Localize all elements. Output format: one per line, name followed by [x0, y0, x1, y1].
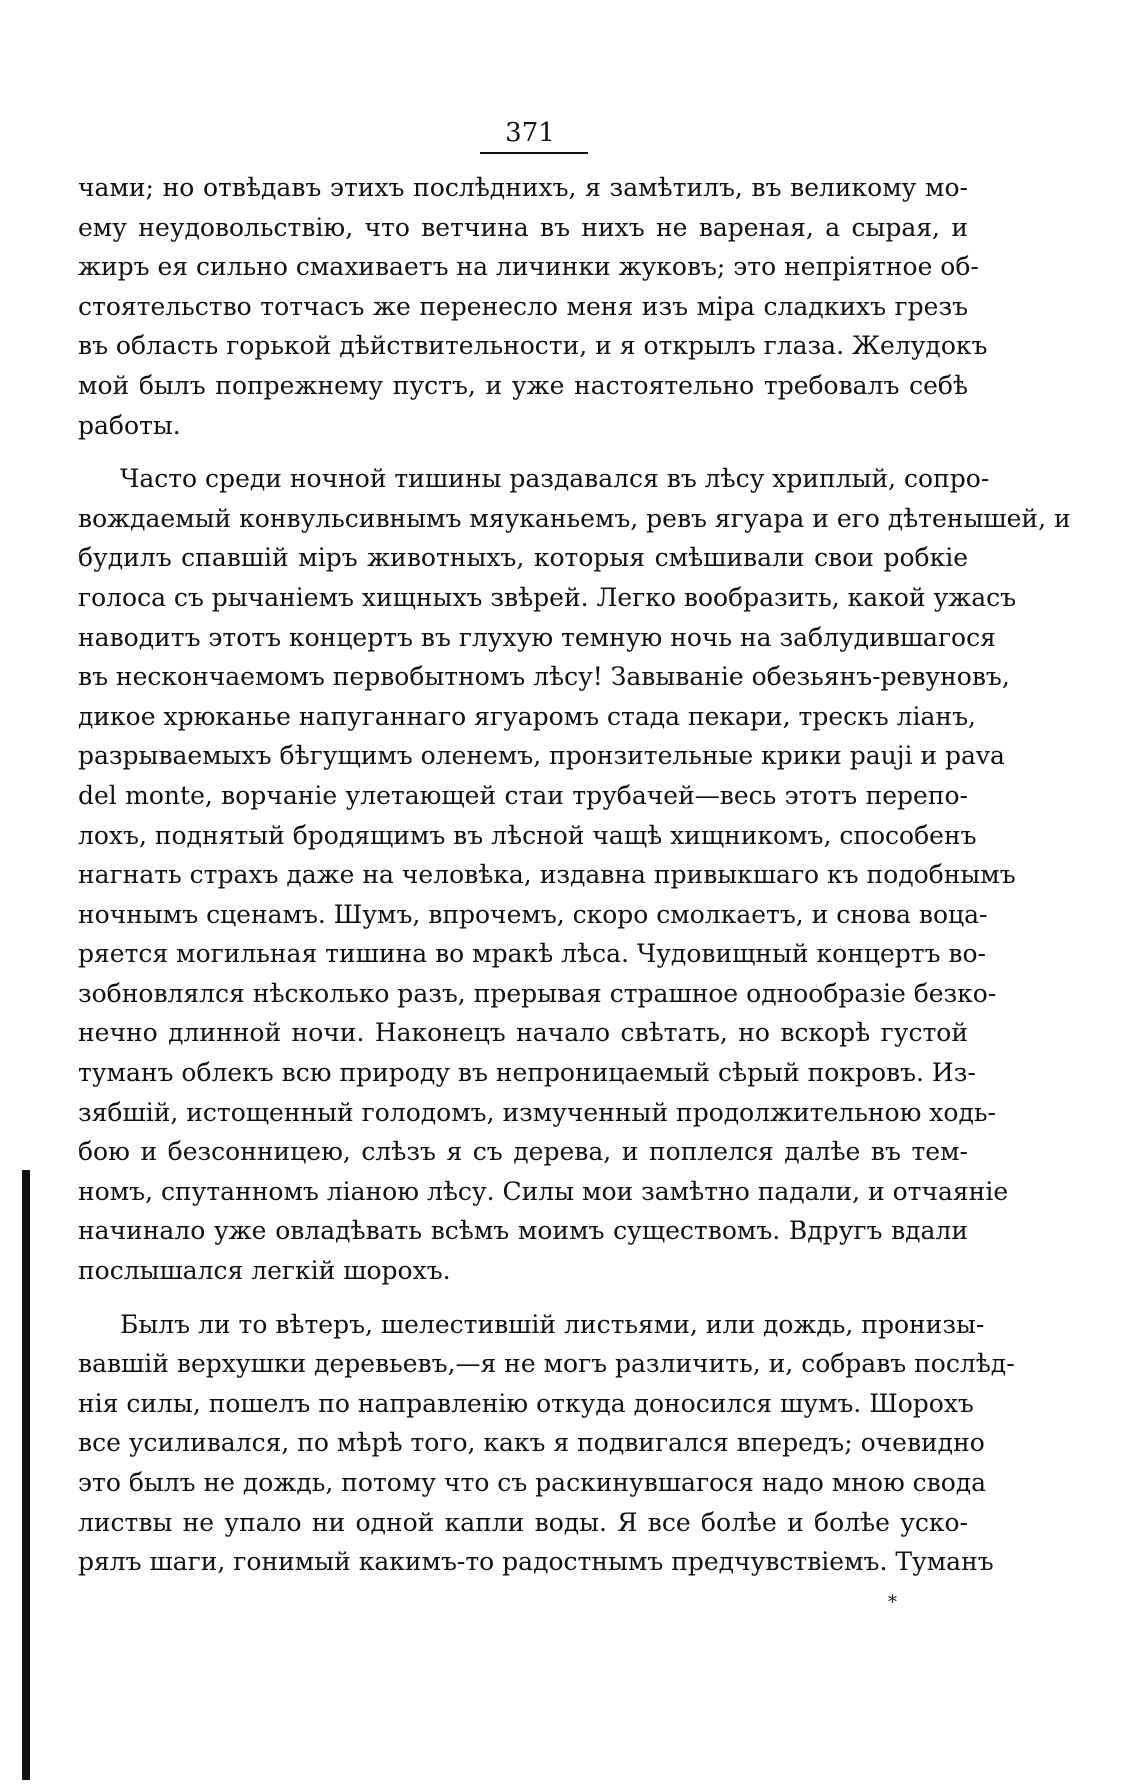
- text-line: зобновлялся нѣсколько разъ, прерывая страшное однообразіе безко-: [78, 978, 997, 1008]
- text-line: мой былъ попрежнему пустъ, и уже настоятельно требовалъ себѣ: [78, 370, 968, 400]
- text-line: нагнать страхъ даже на человѣка, издавна привыкшаго къ подобнымъ: [78, 860, 1016, 890]
- text-line: ночнымъ сценамъ. Шумъ, впрочемъ, скоро смолкаетъ, и снова воца-: [78, 899, 988, 929]
- paragraph-gap: [78, 445, 968, 459]
- text-line: листвы не упало ни одной капли воды. Я все болѣе и болѣе уско-: [78, 1507, 968, 1537]
- body-text: [78, 168, 1071, 1582]
- text-line: жиръ ея сильно смахиваетъ на личинки жуковъ; это непріятное об-: [78, 252, 979, 282]
- text-line: ряется могильная тишина во мракѣ лѣса. Чудовищный концертъ во-: [78, 939, 986, 969]
- page-number-rule: [480, 152, 588, 154]
- text-line: номъ, спутанномъ ліаною лѣсу. Силы мои замѣтно падали, и отчаяніе: [78, 1176, 1009, 1206]
- text-line: работы.: [78, 410, 181, 440]
- text-line: нечно длинной ночи. Наконецъ начало свѣтать, но вскорѣ густой: [78, 1018, 968, 1048]
- page-number: 371: [505, 118, 555, 148]
- text-line: наводитъ этотъ концертъ въ глухую темную ночь на заблудившагося: [78, 622, 996, 652]
- text-line: вождаемый конвульсивнымъ мяуканьемъ, ревъ ягуара и его дѣтенышей, и: [78, 503, 1071, 533]
- text-line: туманъ облекъ всю природу въ непроницаемый сѣрый покровъ. Из-: [78, 1058, 976, 1088]
- text-line: стоятельство тотчасъ же перенесло меня изъ міра сладкихъ грезъ: [78, 291, 968, 321]
- text-line: del monte, ворчаніе улетающей стаи трубачей—весь этотъ перепо-: [78, 780, 968, 810]
- text-line: нія силы, пошелъ по направленію откуда доносился шумъ. Шорохъ: [78, 1388, 974, 1418]
- text-line: въ область горькой дѣйствительности, и я открылъ глаза. Желудокъ: [78, 331, 988, 361]
- text-line: ему неудовольствію, что ветчина въ нихъ не вареная, а сырая, и: [78, 212, 968, 242]
- text-line: дикое хрюканье напуганнаго ягуаромъ стада пекари, трескъ ліанъ,: [78, 701, 976, 731]
- text-line: лохъ, поднятый бродящимъ въ лѣсной чащѣ хищникомъ, способенъ: [78, 820, 977, 850]
- text-line: голоса съ рычаніемъ хищныхъ звѣрей. Легко вообразить, какой ужасъ: [78, 582, 1017, 612]
- text-line: разрываемыхъ бѣгущимъ оленемъ, пронзительные крики pauji и pava: [78, 741, 1005, 771]
- text-line: вавшій верхушки деревьевъ,—я не могъ различить, и, собравъ послѣд-: [78, 1349, 1015, 1379]
- binding-shadow: [22, 1170, 30, 1780]
- text-line: бою и безсонницею, слѣзъ я съ дерева, и поплелся далѣе въ тем-: [78, 1137, 968, 1167]
- text-line: будилъ спавшій міръ животныхъ, которыя смѣшивали свои робкіе: [78, 543, 968, 573]
- text-line: Былъ ли то вѣтеръ, шелестившій листьями, или дождь, пронизы-: [120, 1309, 985, 1339]
- text-line: чами; но отвѣдавъ этихъ послѣднихъ, я замѣтилъ, въ великому мо-: [78, 173, 968, 202]
- text-line: послышался легкій шорохъ.: [78, 1256, 451, 1286]
- printer-mark: *: [888, 1592, 897, 1613]
- text-line: Часто среди ночной тишины раздавался въ лѣсу хриплый, сопро-: [120, 464, 990, 494]
- text-line: въ нескончаемомъ первобытномъ лѣсу! Завываніе обезьянъ-ревуновъ,: [78, 662, 1010, 692]
- text-line: зябшій, истощенный голодомъ, измученный продолжительною ходь-: [78, 1097, 996, 1127]
- text-line: это былъ не дождь, потому что съ раскинувшагося надо мною свода: [78, 1468, 987, 1497]
- text-line: начинало уже овладѣвать всѣмъ моимъ существомъ. Вдругъ вдали: [78, 1216, 968, 1246]
- text-line: все усиливался, по мѣрѣ того, какъ я подвигался впередъ; очевидно: [78, 1428, 985, 1458]
- paragraph-gap: [78, 1291, 968, 1305]
- text-line: рялъ шаги, гонимый какимъ-то радостнымъ предчувствіемъ. Туманъ: [78, 1547, 994, 1577]
